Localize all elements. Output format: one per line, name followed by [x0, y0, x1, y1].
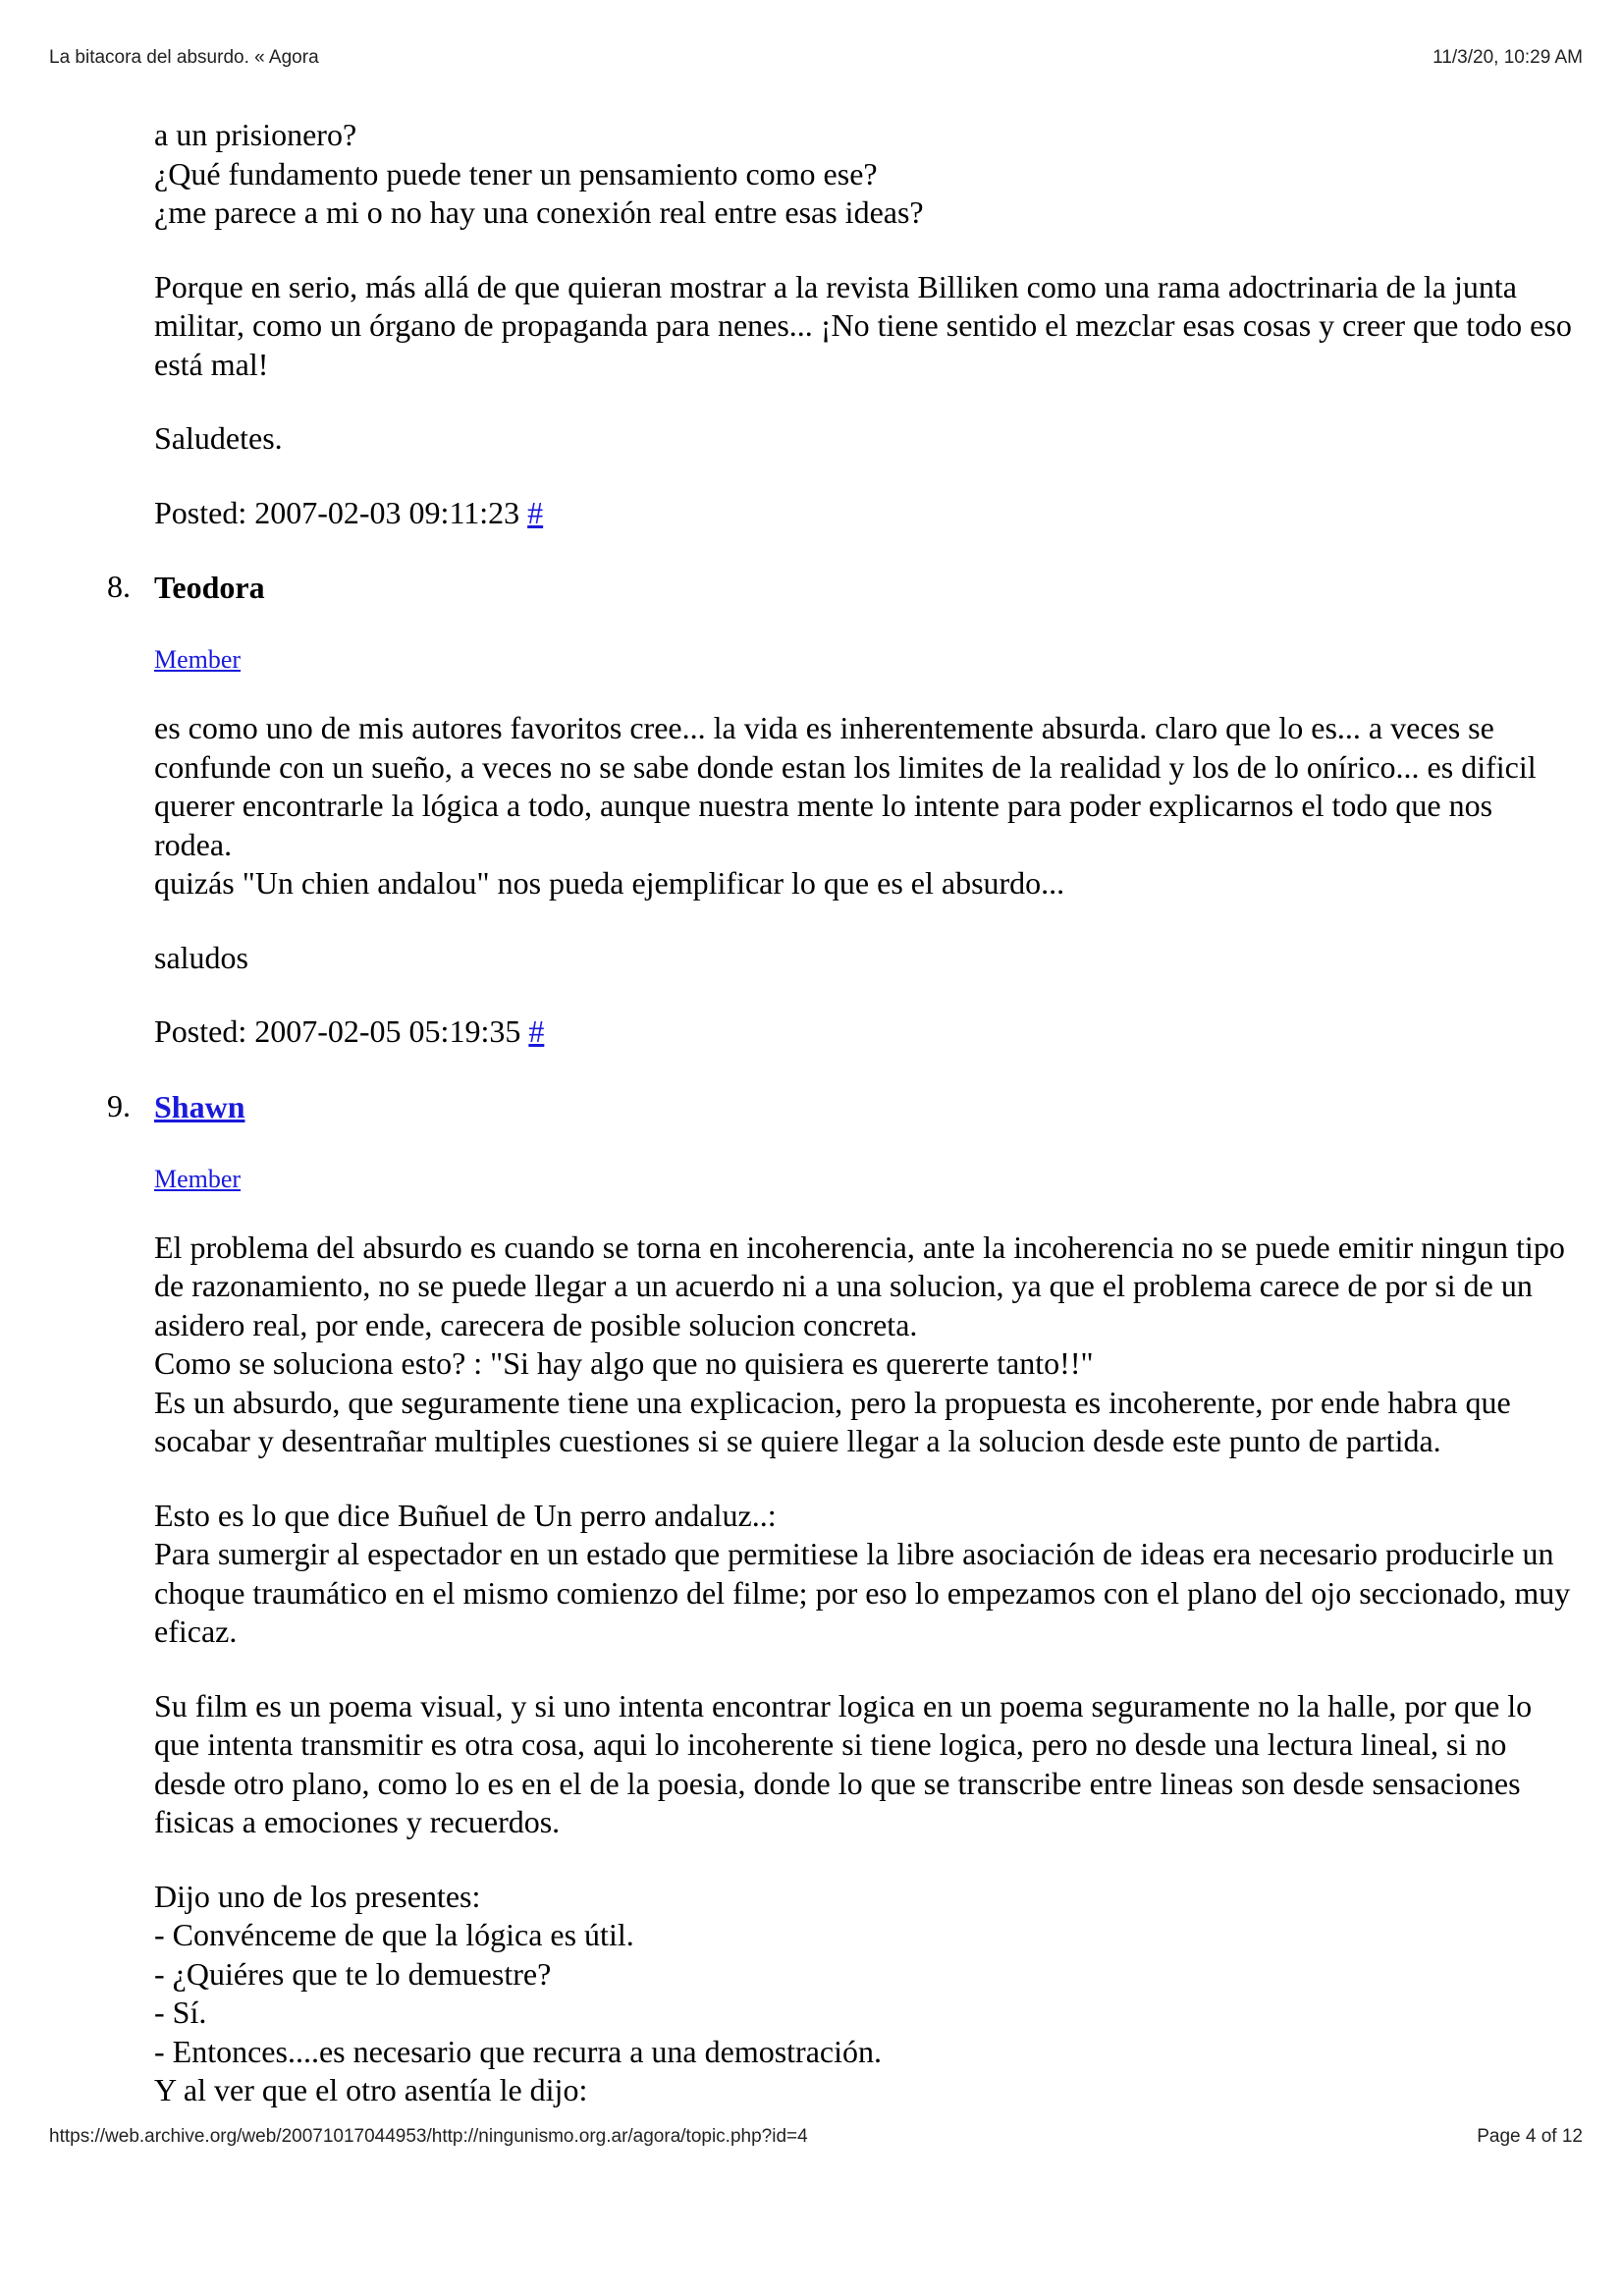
post-number: 9. [107, 1087, 131, 1123]
post-author-link[interactable]: Shawn [154, 1088, 245, 1124]
member-role-link[interactable]: Member [154, 645, 242, 674]
print-datetime: 11/3/20, 10:29 AM [1433, 47, 1583, 68]
post-author: Teodora [154, 570, 265, 605]
page-title: La bitacora del absurdo. « Agora [49, 47, 319, 68]
post-body-paragraph: Su film es un poema visual, y si uno intenta encontrar logica en un poema seguramente no la halle, por que lo que intenta transmitir es otra cosa, aqui lo incoherente si tiene logica, pero no desde una lectura lineal, si no desde otro plano, como lo es en el de la poesia, donde lo que se transcribe entre lineas son desde sensaciones fisicas a emociones y recuerdos. [154, 1687, 1533, 1839]
post-signoff: Saludetes. [154, 420, 283, 456]
print-header [49, 47, 1583, 69]
member-role-link[interactable]: Member [154, 1164, 242, 1193]
post-body-paragraph: es como uno de mis autores favoritos cree... la vida es inherentemente absurda. claro que lo es... a veces se confunde con un sueño, a veces no se sabe donde estan los limites de la realidad y los de lo onírico... es dificil querer encontrarle la lógica a todo, aunque nuestra mente lo intente para poder explicarnos el todo que nos rodea. quizás "Un chien andalou" nos pueda ejemplificar lo que es el absurdo... [154, 710, 1537, 901]
post-signoff: saludos [154, 939, 248, 975]
forum-thread [107, 116, 1578, 2146]
text-line: a un prisionero? [154, 117, 357, 152]
text-line: ¿me parece a mi o no hay una conexión real entre esas ideas? [154, 194, 924, 230]
post-body-paragraph: El problema del absurdo es cuando se torna en incoherencia, ante la incoherencia no se puede emitir ningun tipo de razonamiento, no se puede llegar a un acuerdo ni a una solucion, ya que el problema carece de por si de un asidero real, por ende, carecera de posible solucion concreta. Como se soluciona esto? : "Si hay algo que no quisiera es quererte tanto!!" Es un absurdo, que seguramente tiene una explicacion, pero la propuesta es incoherente, por ende habra que socabar y desentrañar multiples cuestiones si se quiere llegar a la solucion desde este punto de partida. [154, 1229, 1565, 1458]
source-url: https://web.archive.org/web/20071017044953/http://ningunismo.org.ar/agora/topic.php?id=4 [49, 2126, 808, 2147]
post-item [107, 1087, 1578, 2110]
post-timestamp: Posted: 2007-02-05 05:19:35 # [154, 1013, 545, 1049]
post-body-paragraph: Dijo uno de los presentes: - Convénceme de que la lógica es útil. - ¿Quiéres que te lo demuestre? - Sí. - Entonces....es necesario que recurra a una demostración. Y al ver que el otro asentía le dijo: [154, 1878, 882, 2107]
print-footer [49, 2126, 1583, 2148]
post-item [107, 568, 1578, 1052]
post-body-paragraph: Esto es lo que dice Buñuel de Un perro andaluz..: Para sumergir al espectador en un estado que permitiese la libre asociación de ideas era necesario producirle un choque traumático en el mismo comienzo del filme; por eso lo empezamos con el plano del ojo seccionado, muy eficaz. [154, 1497, 1571, 1649]
post-number: 8. [107, 569, 131, 604]
post-body-paragraph: Porque en serio, más allá de que quieran mostrar a la revista Billiken como una rama adoctrinaria de la junta militar, como un órgano de propaganda para nenes... ¡No tiene sentido el mezclar esas cosas y creer que todo eso está mal! [154, 268, 1572, 382]
post-timestamp: Posted: 2007-02-03 09:11:23 # [154, 494, 544, 530]
permalink-link[interactable]: # [528, 1013, 545, 1049]
post-continuation [154, 116, 1578, 532]
permalink-link[interactable]: # [527, 494, 544, 530]
page-number: Page 4 of 12 [1477, 2126, 1583, 2147]
post-body-paragraph [154, 116, 1578, 233]
text-line: ¿Qué fundamento puede tener un pensamiento como ese? [154, 155, 878, 191]
